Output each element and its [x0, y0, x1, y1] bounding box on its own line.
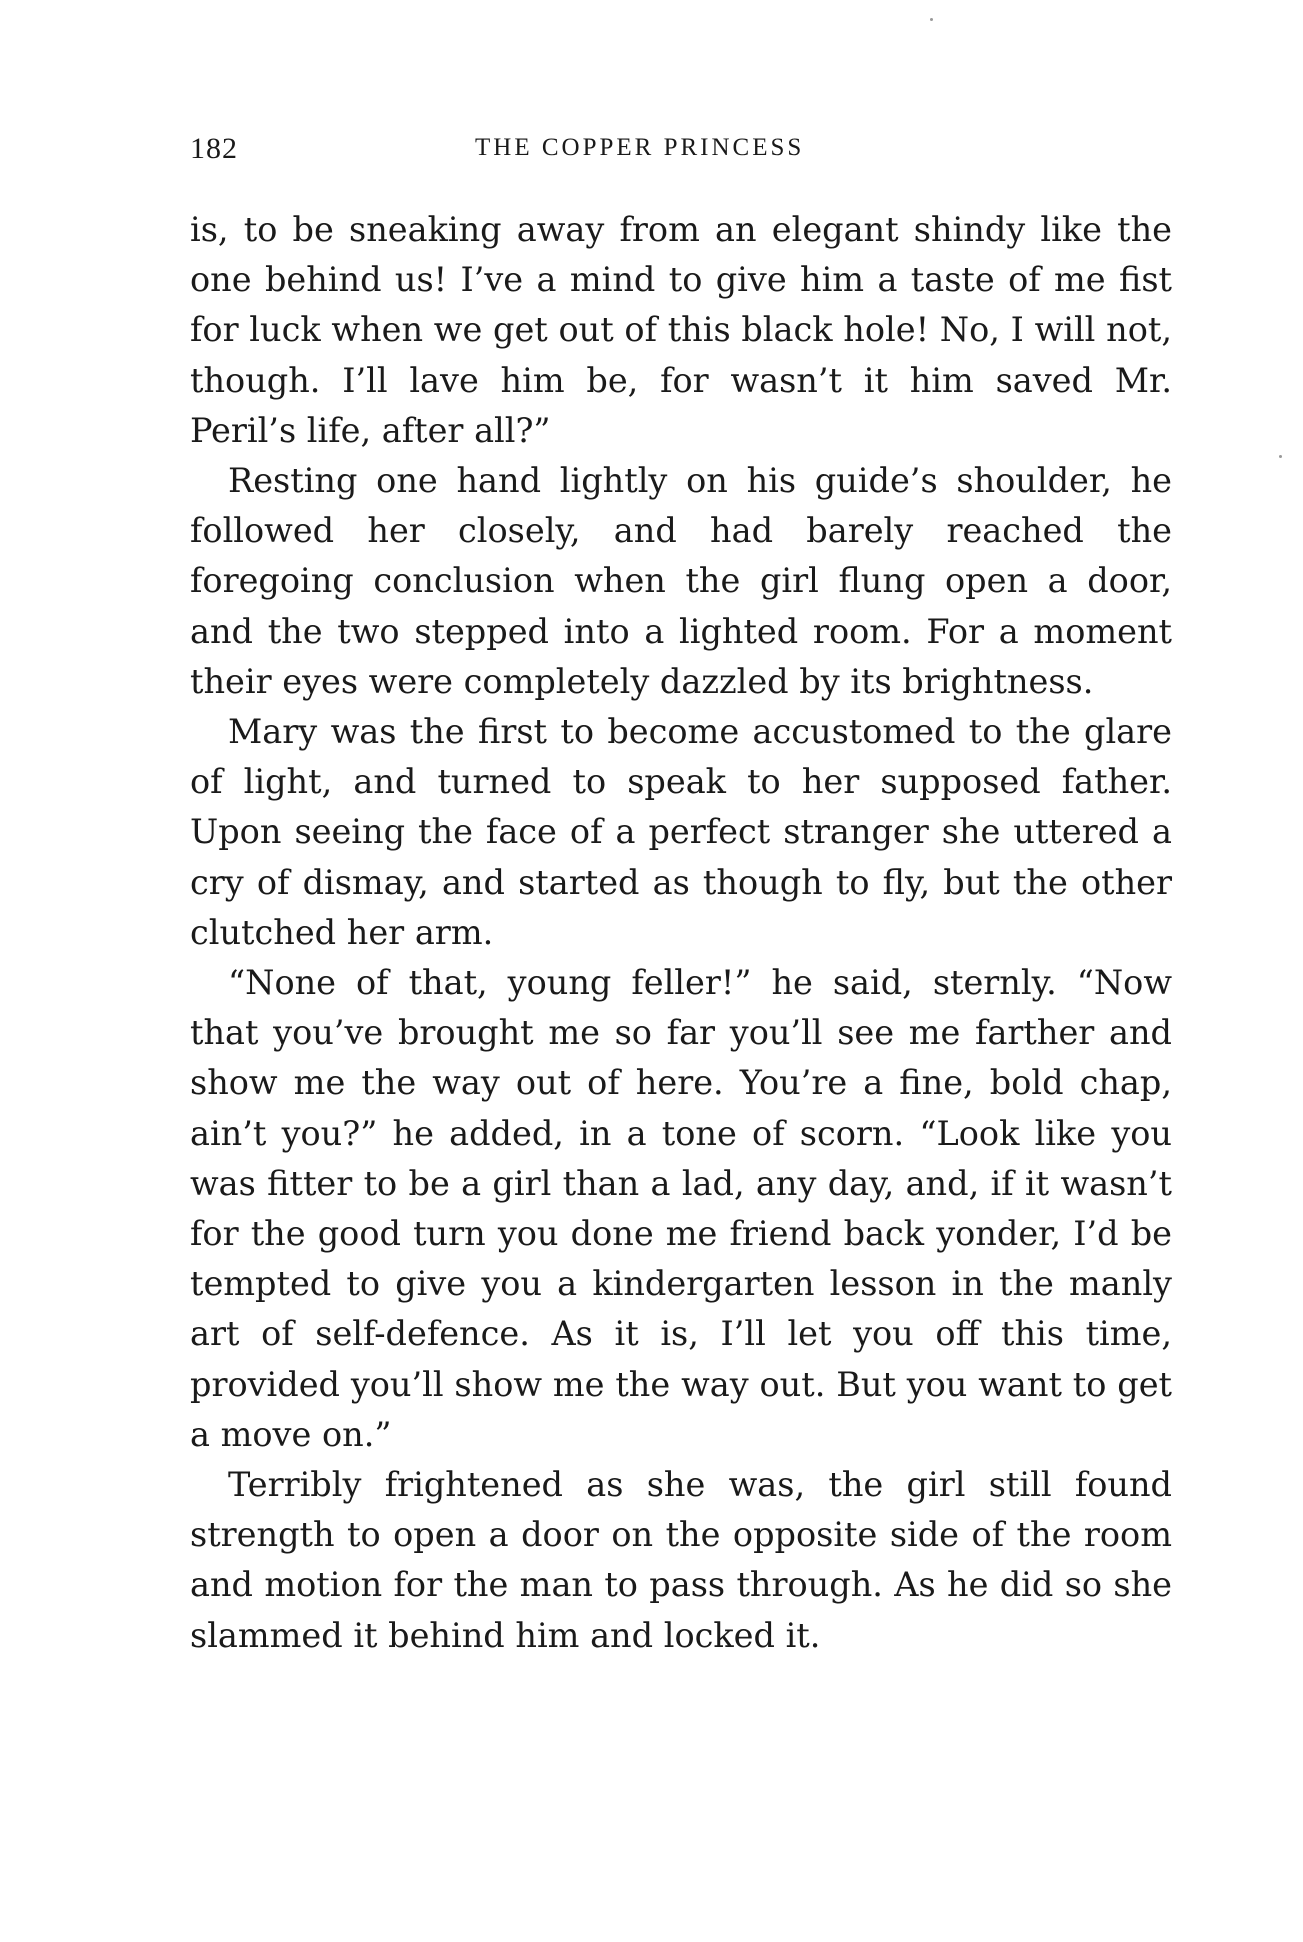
- page-number: 182: [190, 132, 238, 165]
- running-head: [190, 132, 1172, 172]
- print-speck: [1279, 455, 1282, 458]
- paragraph: “None of that, young feller!” he said, sternly. “Now that you’ve brought me so far you’ll see me farther and show me the way out of here. You’re a fine, bold chap, ain’t you?” he added, in a tone of scorn. “Look like you was fitter to be a girl than a lad, any day, and, if it wasn’t for the good turn you done me friend back yonder, I’d be tempted to give you a kindergarten lesson in the manly art of self-defence. As it is, I’ll let you off this time, provided you’ll show me the way out. But you want to get a move on.”: [190, 963, 1172, 1454]
- running-title: THE COPPER PRINCESS: [475, 134, 805, 161]
- print-speck: [930, 18, 933, 21]
- body-text: [190, 205, 1172, 1661]
- paragraph: is, to be sneaking away from an elegant shindy like the one behind us! I’ve a mind to give him a taste of me fist for luck when we get out of this black hole! No, I will not, though. I’ll lave him be, for wasn’t it him saved Mr. Peril’s life, after all?”: [190, 210, 1172, 450]
- paragraph: Mary was the first to become accustomed to the glare of light, and turned to speak to her supposed father. Upon seeing the face of a perfect stranger she uttered a cry of dismay, and started as though to fly, but the other clutched her arm.: [190, 712, 1172, 952]
- paragraph: Resting one hand lightly on his guide’s shoulder, he followed her closely, and had barely reached the foregoing conclusion when the girl flung open a door, and the two stepped into a lighted room. For a moment their eyes were completely dazzled by its brightness.: [190, 461, 1172, 701]
- paragraph: Terribly frightened as she was, the girl still found strength to open a door on the opposite side of the room and motion for the man to pass through. As he did so she slammed it behind him and locked it.: [190, 1465, 1172, 1655]
